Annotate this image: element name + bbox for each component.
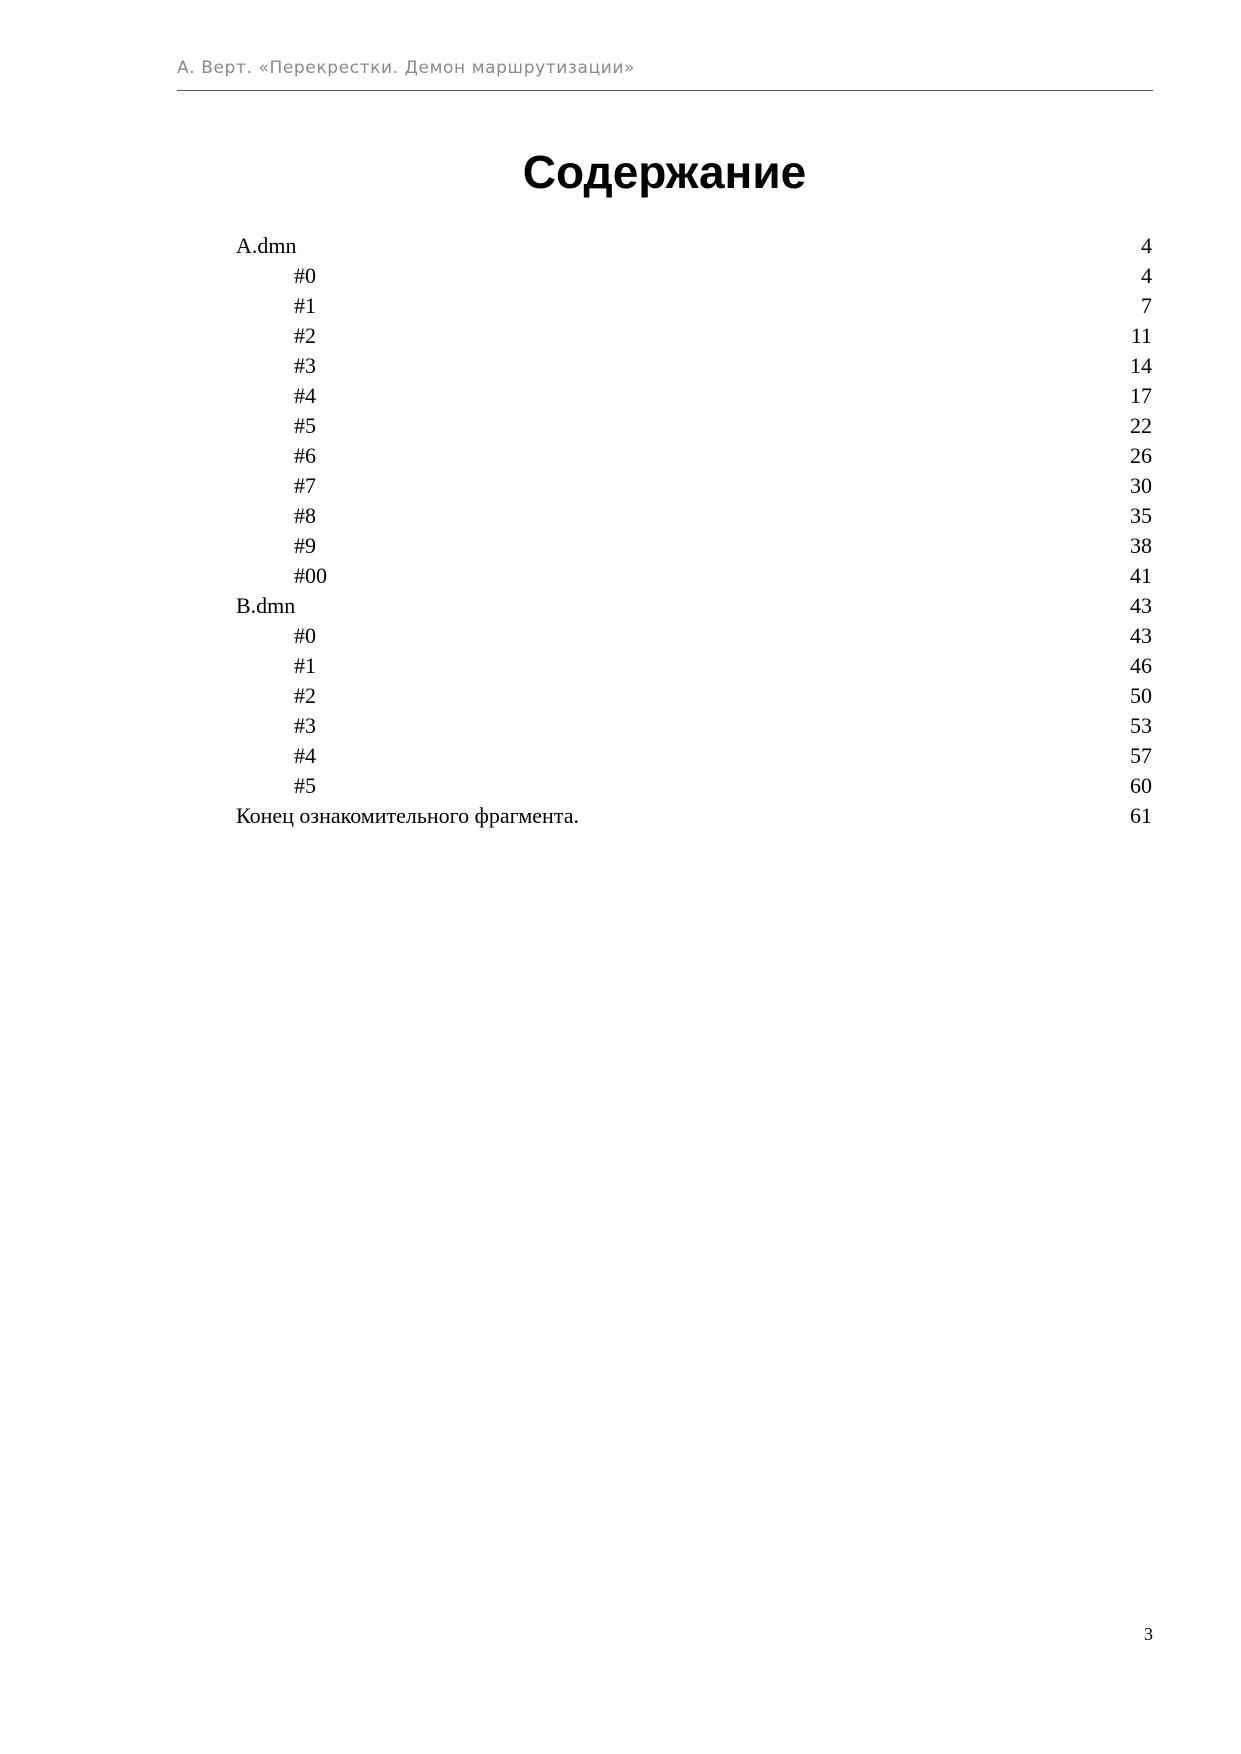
toc-entry-label: #6 bbox=[294, 443, 316, 468]
toc-entry-label: #0 bbox=[294, 263, 316, 288]
toc-entry[interactable] bbox=[236, 681, 1152, 711]
toc-entry-label: #3 bbox=[294, 353, 316, 378]
page-number: 3 bbox=[1144, 1624, 1153, 1644]
toc-entry[interactable] bbox=[236, 231, 1152, 261]
toc-entry[interactable] bbox=[236, 381, 1152, 411]
toc-entry-label: A.dmn bbox=[236, 233, 297, 258]
toc-entry-page: 7 bbox=[1141, 293, 1152, 318]
table-of-contents bbox=[236, 231, 1152, 831]
toc-entry-label: #3 bbox=[294, 713, 316, 738]
toc-entry-label: #7 bbox=[294, 473, 316, 498]
toc-entry-label: #9 bbox=[294, 533, 316, 558]
toc-entry-page: 35 bbox=[1130, 503, 1152, 528]
toc-entry-page: 60 bbox=[1130, 773, 1152, 798]
toc-entry[interactable] bbox=[236, 321, 1152, 351]
toc-entry-page: 11 bbox=[1130, 323, 1152, 348]
toc-entry[interactable] bbox=[236, 711, 1152, 741]
toc-entry[interactable] bbox=[236, 651, 1152, 681]
toc-entry[interactable] bbox=[236, 771, 1152, 801]
toc-entry-page: 22 bbox=[1130, 413, 1152, 438]
toc-entry-label: #4 bbox=[294, 383, 316, 408]
toc-entry[interactable] bbox=[236, 291, 1152, 321]
toc-entry[interactable] bbox=[236, 591, 1152, 621]
toc-entry-page: 26 bbox=[1130, 443, 1152, 468]
toc-entry-page: 43 bbox=[1130, 623, 1152, 648]
toc-entry-page: 43 bbox=[1130, 593, 1152, 618]
toc-entry-label: #0 bbox=[294, 623, 316, 648]
toc-entry-page: 4 bbox=[1141, 233, 1152, 258]
toc-entry-label: Конец ознакомительного фрагмента. bbox=[236, 803, 579, 828]
toc-entry-label: #1 bbox=[294, 293, 316, 318]
toc-entry-label: #5 bbox=[294, 773, 316, 798]
running-header: А. Верт. «Перекрестки. Демон маршрутизации» bbox=[177, 58, 1153, 91]
toc-entry-label: #4 bbox=[294, 743, 316, 768]
toc-entry-label: #8 bbox=[294, 503, 316, 528]
toc-entry[interactable] bbox=[236, 801, 1152, 831]
toc-entry[interactable] bbox=[236, 471, 1152, 501]
toc-entry-page: 4 bbox=[1141, 263, 1152, 288]
toc-entry-page: 53 bbox=[1130, 713, 1152, 738]
toc-entry-page: 50 bbox=[1130, 683, 1152, 708]
toc-entry[interactable] bbox=[236, 441, 1152, 471]
toc-entry-page: 30 bbox=[1130, 473, 1152, 498]
toc-entry-page: 46 bbox=[1130, 653, 1152, 678]
toc-entry[interactable] bbox=[236, 411, 1152, 441]
toc-entry-label: #5 bbox=[294, 413, 316, 438]
toc-entry[interactable] bbox=[236, 261, 1152, 291]
toc-entry[interactable] bbox=[236, 351, 1152, 381]
toc-entry-page: 61 bbox=[1130, 803, 1152, 828]
toc-entry[interactable] bbox=[236, 741, 1152, 771]
toc-entry-page: 17 bbox=[1130, 383, 1152, 408]
toc-entry[interactable] bbox=[236, 531, 1152, 561]
toc-entry-page: 14 bbox=[1130, 353, 1152, 378]
toc-entry-label: #2 bbox=[294, 683, 316, 708]
toc-entry-label: #1 bbox=[294, 653, 316, 678]
toc-entry-label: #2 bbox=[294, 323, 316, 348]
toc-entry-label: B.dmn bbox=[236, 593, 296, 618]
toc-entry[interactable] bbox=[236, 561, 1152, 591]
toc-entry-page: 38 bbox=[1130, 533, 1152, 558]
toc-entry-label: #00 bbox=[294, 563, 327, 588]
toc-entry[interactable] bbox=[236, 621, 1152, 651]
toc-entry[interactable] bbox=[236, 501, 1152, 531]
page-title: Содержание bbox=[522, 146, 807, 198]
toc-entry-page: 57 bbox=[1130, 743, 1152, 768]
toc-entry-page: 41 bbox=[1130, 563, 1152, 588]
